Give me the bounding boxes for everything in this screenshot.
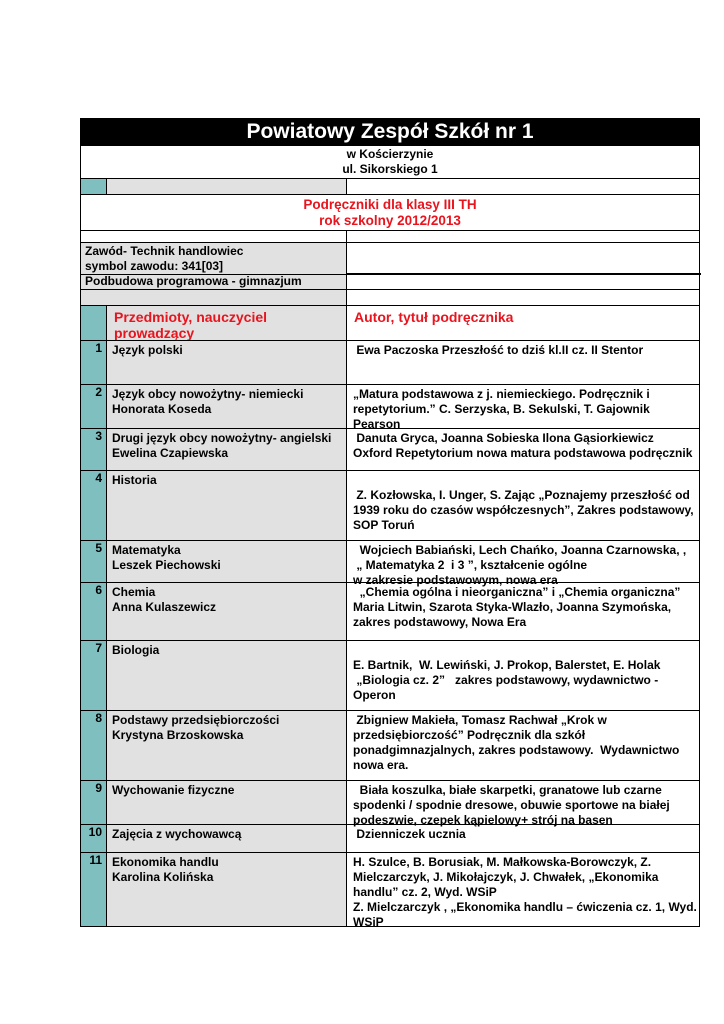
row-author: „Matura podstawowa z j. niemieckiego. Podręcznik i repetytorium.” C. Serzyska, B. Sekulski, T. Gajownik Pearson [346, 385, 701, 428]
row-number: 2 [81, 385, 106, 428]
row-subject: Podstawy przedsiębiorczości Krystyna Brzoskowska [106, 711, 346, 780]
table-row [80, 780, 700, 827]
row-subject: Język obcy nowożytny- niemiecki Honorata Koseda [106, 385, 346, 428]
program-base: Podbudowa programowa - gimnazjum [85, 274, 302, 288]
table-row [80, 428, 700, 470]
column-header-row [80, 305, 700, 340]
spacer-grey-cell [106, 179, 346, 194]
row-author: Zbigniew Makieła, Tomasz Rachwał „Krok w przedsiębiorczość” Podręcznik dla szkół ponadgimnazjalnych, zakres podstawowy. Wydawnictwo nowa era. [346, 711, 701, 780]
row-subject: Historia [106, 471, 346, 540]
empty-row [80, 230, 700, 242]
column-header-subject: Przedmioty, nauczyciel prowadzący [106, 306, 346, 340]
row-subject: Ekonomika handlu Karolina Kolińska [106, 853, 346, 926]
row-number: 5 [81, 541, 106, 582]
table-row [80, 582, 700, 640]
table-row [80, 340, 700, 384]
row-number: 11 [81, 853, 106, 926]
table-row [80, 824, 700, 852]
info-block [80, 242, 700, 289]
heading-line-2: rok szkolny 2012/2013 [319, 213, 461, 228]
row-author: Danuta Gryca, Joanna Sobieska Ilona Gąsiorkiewicz Oxford Repetytorium nowa matura podstawowa podręcznik [346, 429, 701, 470]
table-row [80, 852, 700, 927]
profession-label: Zawód- Technik handlowiec [85, 244, 244, 258]
row-number: 3 [81, 429, 106, 470]
spacer-row-2 [80, 289, 700, 305]
row-subject: Wychowanie fizyczne [106, 781, 346, 824]
address-block [80, 145, 700, 178]
row-author: Dzienniczek ucznia [346, 825, 701, 852]
row-author: Z. Kozłowska, I. Unger, S. Zając „Poznajemy przeszłość od 1939 roku do czasów współczesnych”, Zakres podstawowy, SOP Toruń [346, 471, 701, 540]
spacer-row-1 [80, 178, 700, 194]
row-number: 6 [81, 583, 106, 640]
row-subject: Biologia [106, 641, 346, 710]
row-subject: Chemia Anna Kulaszewicz [106, 583, 346, 640]
profession-code: symbol zawodu: 341[03] [85, 259, 224, 273]
row-number: 10 [81, 825, 106, 852]
row-subject: Matematyka Leszek Piechowski [106, 541, 346, 582]
row-number: 9 [81, 781, 106, 824]
table-row [80, 640, 700, 710]
table-row [80, 540, 700, 587]
heading-line-1: Podręczniki dla klasy III TH [303, 197, 477, 212]
row-author: Wojciech Babiański, Lech Chańko, Joanna Czarnowska, , „ Matematyka 2 i 3 ”, kształcenie ogólne w zakresie podstawowym, nowa era [346, 541, 701, 582]
row-author: Ewa Paczoska Przeszłość to dziś kl.II cz. II Stentor [346, 341, 701, 384]
class-heading [80, 194, 700, 230]
table-row [80, 470, 700, 540]
row-number: 8 [81, 711, 106, 780]
row-number: 4 [81, 471, 106, 540]
row-author: H. Szulce, B. Borusiak, M. Małkowska-Borowczyk, Z. Mielczarczyk, J. Mikołajczyk, J. Chwałek, „Ekonomika handlu” cz. 2, Wyd. WSiP Z. Mielczarczyk , „Ekonomika handlu – ćwiczenia cz. 1, Wyd. WSiP [346, 853, 701, 926]
table-row [80, 710, 700, 780]
school-title: Powiatowy Zespół Szkół nr 1 [80, 118, 700, 145]
address-street: ul. Sikorskiego 1 [342, 162, 438, 176]
row-author: Biała koszulka, białe skarpetki, granatowe lub czarne spodenki / spodnie dresowe, obuwie sportowe na białej podeszwie, czepek kąpielowy+ strój na basen [346, 781, 701, 824]
table-row [80, 384, 700, 431]
address-city: w Kościerzynie [346, 147, 434, 161]
row-author: „Chemia ogólna i nieorganiczna” i „Chemia organiczna” Maria Litwin, Szarota Styka-Wlazło, Joanna Szymońska, zakres podstawowy, Nowa Era [346, 583, 701, 640]
row-subject: Język polski [106, 341, 346, 384]
column-header-author: Autor, tytuł podręcznika [346, 306, 701, 340]
spacer-teal-cell [81, 179, 106, 194]
row-author: E. Bartnik, W. Lewiński, J. Prokop, Balerstet, E. Holak „Biologia cz. 2” zakres podstawowy, wydawnictwo - Operon [346, 641, 701, 710]
row-subject: Zajęcia z wychowawcą [106, 825, 346, 852]
row-number: 1 [81, 341, 106, 384]
row-subject: Drugi język obcy nowożytny- angielski Ewelina Czapiewska [106, 429, 346, 470]
row-number: 7 [81, 641, 106, 710]
